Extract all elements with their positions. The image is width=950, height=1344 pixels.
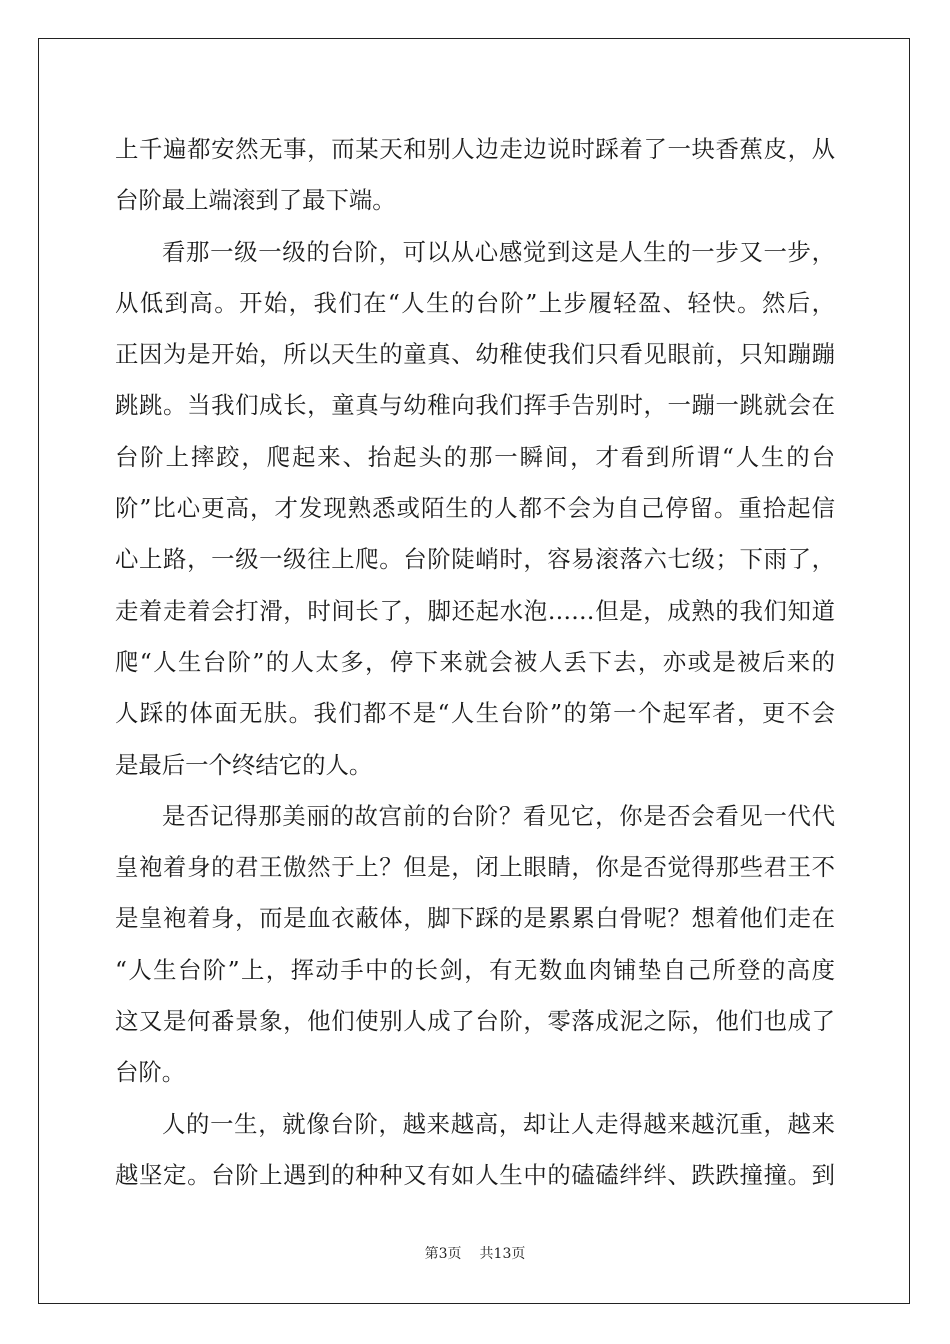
text-line: 正因为是开始，所以天生的童真、幼稚使我们只看见眼前，只知蹦蹦: [115, 340, 835, 369]
paragraph-first-line: 人的一生，就像台阶，越来越高，却让人走得越来越沉重，越来: [162, 1109, 835, 1138]
page-footer: [0, 1244, 950, 1264]
text-line: 人踩的体面无肤。我们都不是“人生台阶”的第一个起军者，更不会: [115, 699, 835, 728]
paragraph-first-line: 看那一级一级的台阶，可以从心感觉到这是人生的一步又一步，: [162, 237, 835, 266]
text-line: 是皇袍着身，而是血衣蔽体，脚下踩的是累累白骨呢？想着他们走在: [115, 904, 835, 933]
page-total: 共13页: [479, 1246, 526, 1262]
text-line: 从低到高。开始，我们在“人生的台阶”上步履轻盈、轻快。然后，: [115, 288, 835, 317]
text-line: 越坚定。台阶上遇到的种种又有如人生中的磕磕绊绊、跌跌撞撞。到: [115, 1160, 835, 1189]
text-line: 是最后一个终结它的人。: [115, 750, 373, 779]
text-line: 爬“人生台阶”的人太多，停下来就会被人丢下去，亦或是被后来的: [115, 647, 835, 676]
page-number: 第3页: [424, 1246, 462, 1262]
text-line: 跳跳。当我们成长，童真与幼稚向我们挥手告别时，一蹦一跳就会在: [115, 391, 835, 420]
text-line: 心上路，一级一级往上爬。台阶陡峭时，容易滚落六七级；下雨了，: [115, 545, 835, 574]
text-line: 走着走着会打滑，时间长了，脚还起水泡……但是，成熟的我们知道: [115, 596, 835, 625]
text-line: 台阶。: [115, 1058, 186, 1087]
text-line: 阶”比心更高，才发现熟悉或陌生的人都不会为自己停留。重拾起信: [115, 494, 835, 523]
text-line: “人生台阶”上，挥动手中的长剑，有无数血肉铺垫自己所登的高度: [115, 955, 835, 984]
document-body: [115, 124, 835, 1201]
text-line: 台阶最上端滚到了最下端。: [115, 186, 396, 215]
paragraph-first-line: 是否记得那美丽的故宫前的台阶？看见它，你是否会看见一代代: [162, 801, 835, 830]
text-line: 这又是何番景象，他们使别人成了台阶，零落成泥之际，他们也成了: [115, 1007, 835, 1036]
text-line: 皇袍着身的君王傲然于上？但是，闭上眼睛，你是否觉得那些君王不: [115, 853, 835, 882]
text-line: 台阶上摔跤，爬起来、抬起头的那一瞬间，才看到所谓“人生的台: [115, 442, 835, 471]
text-line: 上千遍都安然无事，而某天和别人边走边说时踩着了一块香蕉皮，从: [115, 135, 835, 163]
